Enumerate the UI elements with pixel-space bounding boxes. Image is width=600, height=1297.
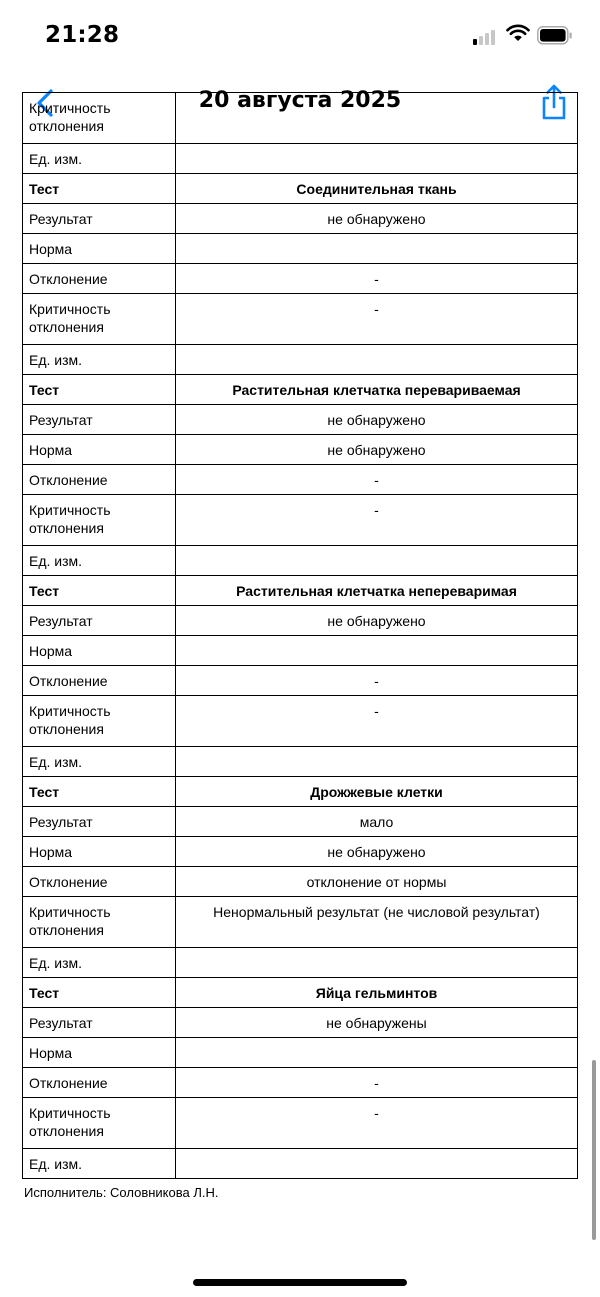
row-label: Критичность отклонения xyxy=(23,294,176,345)
table-row xyxy=(23,837,578,867)
row-value: - xyxy=(176,264,578,294)
table-row xyxy=(23,435,578,465)
status-time: 21:28 xyxy=(45,22,120,48)
table-row xyxy=(23,264,578,294)
analysis-report xyxy=(22,92,578,1200)
table-row xyxy=(23,294,578,345)
row-label: Критичность отклонения xyxy=(23,93,176,144)
row-label: Норма xyxy=(23,435,176,465)
row-value: не обнаружено xyxy=(176,405,578,435)
row-value xyxy=(176,1149,578,1179)
row-label: Ед. изм. xyxy=(23,546,176,576)
row-label: Результат xyxy=(23,405,176,435)
table-row xyxy=(23,546,578,576)
test-header-row xyxy=(23,174,578,204)
table-row xyxy=(23,696,578,747)
row-value: отклонение от нормы xyxy=(176,867,578,897)
table-row xyxy=(23,234,578,264)
row-label: Ед. изм. xyxy=(23,144,176,174)
row-label: Ед. изм. xyxy=(23,747,176,777)
scrollbar[interactable] xyxy=(592,1060,596,1240)
home-indicator[interactable] xyxy=(193,1279,407,1286)
row-value xyxy=(176,948,578,978)
results-table xyxy=(22,92,578,1179)
table-row xyxy=(23,747,578,777)
row-value: не обнаружены xyxy=(176,1008,578,1038)
row-value: - xyxy=(176,294,578,345)
table-row xyxy=(23,204,578,234)
test-header-row xyxy=(23,777,578,807)
test-header-row xyxy=(23,375,578,405)
test-name: Растительная клетчатка непереваримая xyxy=(176,576,578,606)
row-label: Результат xyxy=(23,204,176,234)
row-value: не обнаружено xyxy=(176,435,578,465)
table-row xyxy=(23,1038,578,1068)
row-value: не обнаружено xyxy=(176,837,578,867)
row-label: Критичность отклонения xyxy=(23,696,176,747)
table-row xyxy=(23,1068,578,1098)
table-row xyxy=(23,1008,578,1038)
row-label: Отклонение xyxy=(23,1068,176,1098)
row-value xyxy=(176,747,578,777)
row-label: Ед. изм. xyxy=(23,1149,176,1179)
executor-line: Исполнитель: Соловникова Л.Н. xyxy=(24,1185,219,1200)
row-value xyxy=(176,546,578,576)
test-header-label: Тест xyxy=(23,375,176,405)
row-value xyxy=(176,234,578,264)
test-header-row xyxy=(23,978,578,1008)
row-value: - xyxy=(176,495,578,546)
row-label: Отклонение xyxy=(23,666,176,696)
test-header-label: Тест xyxy=(23,576,176,606)
row-label: Норма xyxy=(23,636,176,666)
table-row xyxy=(23,345,578,375)
test-name: Дрожжевые клетки xyxy=(176,777,578,807)
row-label: Ед. изм. xyxy=(23,948,176,978)
row-label: Норма xyxy=(23,234,176,264)
row-value: мало xyxy=(176,807,578,837)
table-row xyxy=(23,144,578,174)
wifi-icon xyxy=(506,24,530,42)
row-label: Критичность отклонения xyxy=(23,897,176,948)
test-header-label: Тест xyxy=(23,978,176,1008)
row-value: не обнаружено xyxy=(176,204,578,234)
table-row xyxy=(23,405,578,435)
row-value xyxy=(176,93,578,144)
table-row xyxy=(23,465,578,495)
row-label: Ед. изм. xyxy=(23,345,176,375)
row-label: Отклонение xyxy=(23,264,176,294)
row-label: Отклонение xyxy=(23,465,176,495)
table-row xyxy=(23,606,578,636)
row-value: - xyxy=(176,666,578,696)
table-row xyxy=(23,1149,578,1179)
table-row xyxy=(23,636,578,666)
row-label: Результат xyxy=(23,606,176,636)
row-value xyxy=(176,636,578,666)
row-label: Отклонение xyxy=(23,867,176,897)
cellular-signal-icon xyxy=(473,27,499,45)
table-row xyxy=(23,867,578,897)
row-label: Норма xyxy=(23,1038,176,1068)
row-value: - xyxy=(176,696,578,747)
test-header-label: Тест xyxy=(23,777,176,807)
row-value xyxy=(176,144,578,174)
status-bar xyxy=(0,0,600,70)
row-label: Критичность отклонения xyxy=(23,1098,176,1149)
table-row xyxy=(23,666,578,696)
row-value: Ненормальный результат (не числовой результат) xyxy=(176,897,578,948)
test-name: Соединительная ткань xyxy=(176,174,578,204)
table-row xyxy=(23,807,578,837)
row-label: Норма xyxy=(23,837,176,867)
row-value: - xyxy=(176,465,578,495)
table-row xyxy=(23,948,578,978)
row-value: - xyxy=(176,1098,578,1149)
row-label: Критичность отклонения xyxy=(23,495,176,546)
row-label: Результат xyxy=(23,807,176,837)
table-row xyxy=(23,495,578,546)
row-value xyxy=(176,1038,578,1068)
row-value xyxy=(176,345,578,375)
table-row xyxy=(23,897,578,948)
table-row xyxy=(23,1098,578,1149)
table-row xyxy=(23,93,578,144)
test-header-row xyxy=(23,576,578,606)
page-title: 20 августа 2025 xyxy=(198,88,402,113)
row-value: - xyxy=(176,1068,578,1098)
row-label: Результат xyxy=(23,1008,176,1038)
test-header-label: Тест xyxy=(23,174,176,204)
battery-icon xyxy=(537,26,573,45)
test-name: Растительная клетчатка перевариваемая xyxy=(176,375,578,405)
test-name: Яйца гельминтов xyxy=(176,978,578,1008)
row-value: не обнаружено xyxy=(176,606,578,636)
